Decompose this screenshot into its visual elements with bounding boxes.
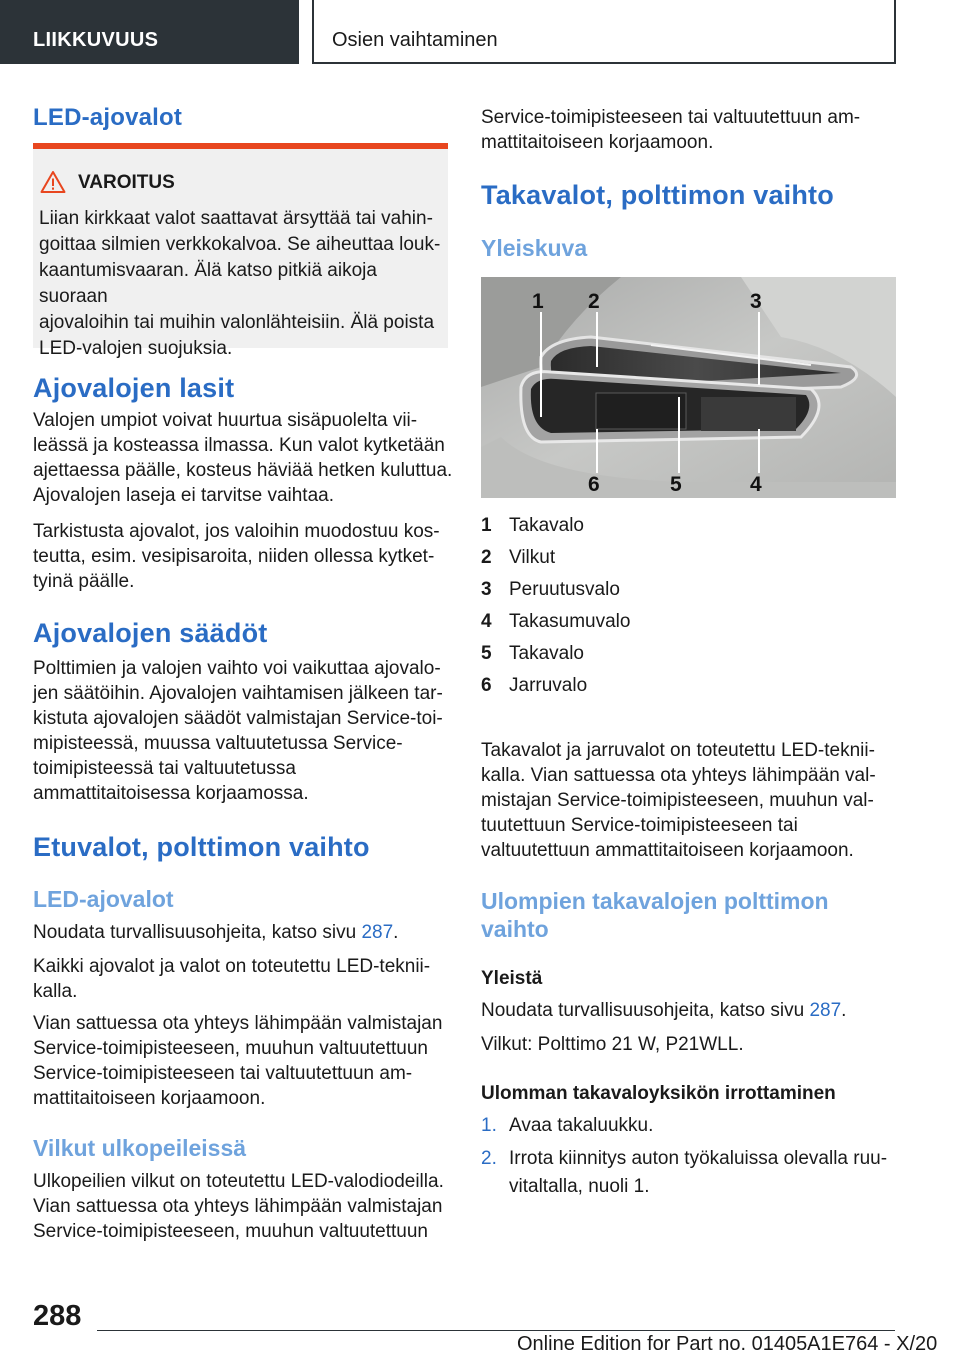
rear-led-paragraph xyxy=(481,738,901,863)
legend-item xyxy=(481,510,896,542)
legend-label: Takasumuvalo xyxy=(509,611,631,632)
overview-subheading: Yleiskuva xyxy=(481,235,588,261)
text-line: valtuutettuun ammattitaitoiseen korjaamoon. xyxy=(481,840,854,861)
text-line: ajettaessa päälle, kosteus häviää hetken kuluttua. xyxy=(33,460,453,481)
legend-number: 6 xyxy=(481,675,492,696)
legend-item xyxy=(481,574,896,606)
text-line: Service-toimipisteeseen tai valtuutettuun am- xyxy=(33,1063,413,1084)
text-line: Ulkopeilien vilkut on toteutettu LED-valodiodeilla. xyxy=(33,1171,444,1192)
heading-line: vaihto xyxy=(481,916,549,942)
warning-line: Liian kirkkaat valot saattavat ärsyttää tai vahin- xyxy=(39,208,433,229)
text-line: kalla. xyxy=(33,981,78,1002)
legend-label: Takavalo xyxy=(509,643,584,664)
step-number: 2. xyxy=(481,1148,497,1169)
legend-number: 3 xyxy=(481,579,492,600)
warning-line: goittaa silmien verkkokalvoa. Se aiheuttaa louk- xyxy=(39,234,441,255)
front-safety-paragraph xyxy=(33,920,453,945)
general-safety-paragraph xyxy=(481,998,901,1023)
headlight-adjust-heading: Ajovalojen säädöt xyxy=(33,618,268,648)
legend-label: Jarruvalo xyxy=(509,675,588,696)
warning-box xyxy=(33,143,448,359)
step-line: Irrota kiinnitys auton työkaluissa olevalla ruu- xyxy=(509,1148,888,1169)
text-span: . xyxy=(393,922,399,943)
legend-number: 5 xyxy=(481,643,492,664)
page-link[interactable]: 287 xyxy=(361,922,394,943)
lens-paragraph-2 xyxy=(33,519,453,594)
warning-title: VAROITUS xyxy=(78,172,175,193)
page-number: 288 xyxy=(33,1300,82,1332)
text-line: mattitaitoiseen korjaamoon. xyxy=(481,132,714,153)
header-chapter-box xyxy=(312,0,896,64)
figure-label-4: 4 xyxy=(750,473,762,496)
text-line: kistuta ajovalojen säädöt valmistajan Service-toi- xyxy=(33,708,443,729)
text-line: jen säätöihin. Ajovalojen vaihtamisen jälkeen tar- xyxy=(33,683,443,704)
remove-unit-heading: Ulomman takavaloyksikön irrottaminen xyxy=(481,1083,836,1104)
footer-divider xyxy=(97,1330,895,1331)
led-headlights-heading: LED-ajovalot xyxy=(33,104,183,131)
figure-legend xyxy=(481,510,896,702)
header-section-tab xyxy=(0,0,299,64)
text-line: teutta, esim. vesipisaroita, niiden ollessa kytket- xyxy=(33,546,435,567)
text-line: Takavalot ja jarruvalot on toteutettu LED-teknii- xyxy=(481,740,875,761)
step-item xyxy=(481,1145,896,1201)
figure-label-5: 5 xyxy=(670,473,682,496)
warning-line: LED-valojen suojuksia. xyxy=(39,338,233,359)
step-number: 1. xyxy=(481,1115,497,1136)
text-line: Ajovalojen laseja ei tarvitse vaihtaa. xyxy=(33,485,335,506)
legend-label: Takavalo xyxy=(509,515,584,536)
front-lights-heading: Etuvalot, polttimon vaihto xyxy=(33,832,370,862)
warning-text xyxy=(39,206,443,362)
footer-edition: Online Edition for Part no. 01405A1E764 - X/20 xyxy=(517,1333,938,1355)
warning-line: ajovaloihin tai muihin valonlähteisiin. Älä poista xyxy=(39,312,435,333)
page-link[interactable]: 287 xyxy=(809,1000,842,1021)
rear-lights-heading: Takavalot, polttimon vaihto xyxy=(481,180,834,210)
legend-number: 2 xyxy=(481,547,492,568)
text-line: Tarkistusta ajovalot, jos valoihin muodostuu kos- xyxy=(33,521,440,542)
tail-light-figure xyxy=(481,277,896,498)
legend-item xyxy=(481,670,896,702)
step-item xyxy=(481,1112,896,1140)
lens-paragraph-1 xyxy=(33,408,453,508)
legend-item xyxy=(481,606,896,638)
mirror-paragraph xyxy=(33,1169,453,1244)
front-led-paragraph xyxy=(33,954,453,1004)
text-line: leässä ja kosteassa ilmassa. Kun valot kytketään xyxy=(33,435,445,456)
text-span: Noudata turvallisuusohjeita, katso sivu xyxy=(481,1000,810,1021)
text-line: tyinä päälle. xyxy=(33,571,135,592)
text-line: mipisteessä, muussa valtuutetussa Service- xyxy=(33,733,403,754)
figure-label-6: 6 xyxy=(588,473,600,496)
header-section-title: LIIKKUVUUS xyxy=(33,29,159,51)
continued-paragraph xyxy=(481,105,901,155)
warning-triangle-icon xyxy=(40,170,66,194)
legend-number: 4 xyxy=(481,611,492,632)
header-chapter-title: Osien vaihtaminen xyxy=(332,29,498,51)
text-line: Vian sattuessa ota yhteys lähimpään valmistajan xyxy=(33,1013,443,1034)
general-heading: Yleistä xyxy=(481,968,543,989)
headlight-lens-heading: Ajovalojen lasit xyxy=(33,373,235,403)
text-line: Service-toimipisteeseen tai valtuutettuun am- xyxy=(481,107,861,128)
text-line: kalla. Vian sattuessa ota yhteys lähimpään val- xyxy=(481,765,876,786)
figure-label-1: 1 xyxy=(532,290,544,313)
mirror-indicators-subheading: Vilkut ulkopeileissä xyxy=(33,1135,247,1161)
step-line: vitaltalla, nuoli 1. xyxy=(509,1176,650,1197)
text-span: . xyxy=(841,1000,847,1021)
text-line: Polttimien ja valojen vaihto voi vaikuttaa ajovalo- xyxy=(33,658,441,679)
bulb-spec-paragraph: Vilkut: Polttimo 21 W, P21WLL. xyxy=(481,1034,744,1055)
outer-rear-bulb-subheading xyxy=(481,887,896,943)
text-span: Noudata turvallisuusohjeita, katso sivu xyxy=(33,922,362,943)
figure-label-2: 2 xyxy=(588,290,600,313)
text-line: Service-toimipisteeseen, muuhun valtuutettuun xyxy=(33,1038,429,1059)
figure-label-3: 3 xyxy=(750,290,762,313)
text-line: tuutettuun Service-toimipisteeseen tai xyxy=(481,815,798,836)
adjust-paragraph xyxy=(33,656,453,806)
text-line: toimipisteessä tai valtuutetussa xyxy=(33,758,296,779)
warning-bar xyxy=(33,143,448,149)
legend-label: Peruutusvalo xyxy=(509,579,620,600)
front-service-paragraph xyxy=(33,1011,453,1111)
text-line: ammattitaitoisessa korjaamossa. xyxy=(33,783,309,804)
warning-line: kaantumisvaaran. Älä katso pitkiä aikoja suoraan xyxy=(39,260,377,307)
legend-number: 1 xyxy=(481,515,492,536)
text-line: mistajan Service-toimipisteeseen, muuhun val- xyxy=(481,790,874,811)
legend-item xyxy=(481,542,896,574)
legend-item xyxy=(481,638,896,670)
text-line: Vian sattuessa ota yhteys lähimpään valmistajan xyxy=(33,1196,443,1217)
step-line: Avaa takaluukku. xyxy=(509,1115,654,1136)
text-line: Kaikki ajovalot ja valot on toteutettu LED-teknii- xyxy=(33,956,431,977)
front-led-subheading: LED-ajovalot xyxy=(33,886,174,912)
legend-label: Vilkut xyxy=(509,547,556,568)
text-line: Valojen umpiot voivat huurtua sisäpuolelta vii- xyxy=(33,410,418,431)
heading-line: Ulompien takavalojen polttimon xyxy=(481,888,829,914)
text-line: mattitaitoiseen korjaamoon. xyxy=(33,1088,266,1109)
text-line: Service-toimipisteeseen, muuhun valtuutettuun xyxy=(33,1221,429,1242)
